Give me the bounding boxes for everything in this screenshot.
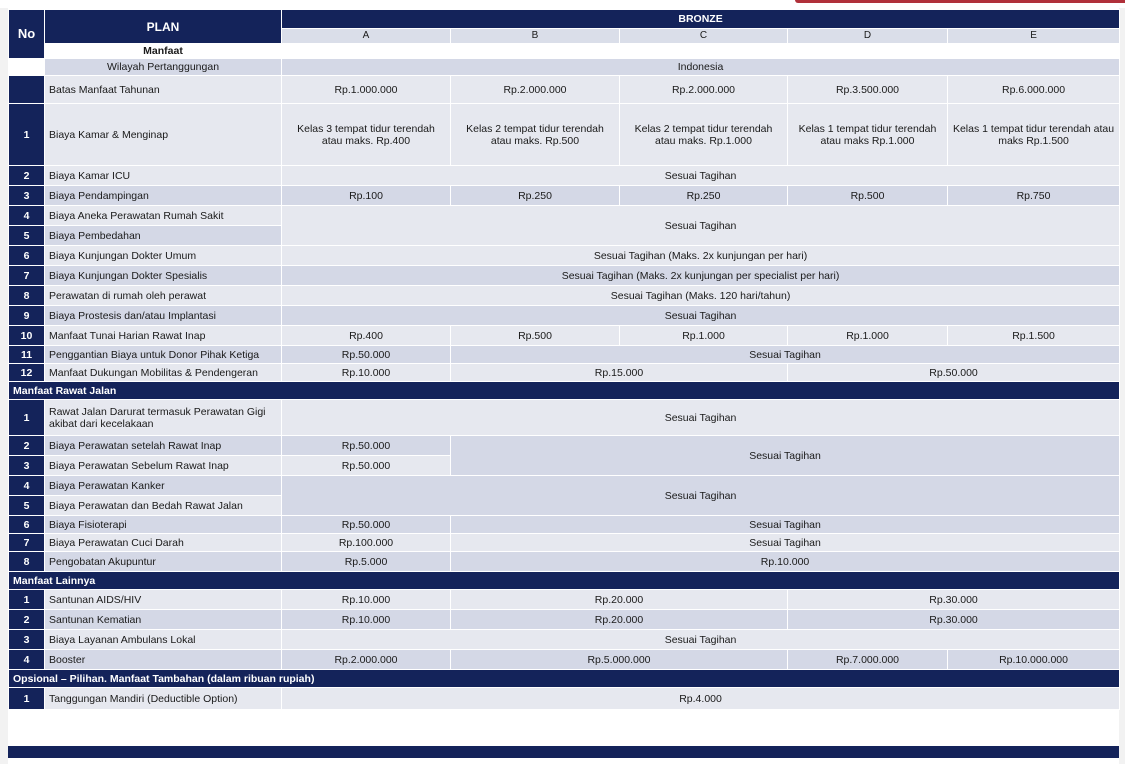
- cell-value: Rp.5.000: [282, 552, 451, 572]
- cell-value: Rp.20.000: [451, 590, 788, 610]
- section-rawat-jalan: Manfaat Rawat Jalan: [9, 382, 1120, 400]
- cell-value: Sesuai Tagihan: [451, 346, 1120, 364]
- row-no: 11: [9, 346, 45, 364]
- cell-value: Rp.5.000.000: [451, 650, 788, 670]
- row-label: Biaya Prostesis dan/atau Implantasi: [45, 306, 282, 326]
- benefit-table: [8, 9, 1120, 710]
- row-no: 9: [9, 306, 45, 326]
- row-label: Biaya Fisioterapi: [45, 516, 282, 534]
- cell-value: Kelas 3 tempat tidur terendah atau maks. Rp.400: [282, 104, 451, 166]
- row-no: [9, 76, 45, 104]
- row-no: 12: [9, 364, 45, 382]
- cell-value: Rp.30.000: [788, 590, 1120, 610]
- row-no: 3: [9, 630, 45, 650]
- row-label: Santunan Kematian: [45, 610, 282, 630]
- row-label: Biaya Perawatan setelah Rawat Inap: [45, 436, 282, 456]
- row-label: Biaya Aneka Perawatan Rumah Sakit: [45, 206, 282, 226]
- cell-value: Kelas 2 tempat tidur terendah atau maks. Rp.1.000: [620, 104, 788, 166]
- row-no: 5: [9, 496, 45, 516]
- cell-value: Rp.250: [620, 186, 788, 206]
- footer-bar: [8, 746, 1119, 758]
- row-label: Biaya Pembedahan: [45, 226, 282, 246]
- row-label: Manfaat Tunai Harian Rawat Inap: [45, 326, 282, 346]
- row-no: 1: [9, 104, 45, 166]
- top-bar: [0, 0, 1125, 8]
- cell-value: Sesuai Tagihan: [282, 206, 1120, 246]
- cell-value: Sesuai Tagihan: [451, 534, 1120, 552]
- cell-value: Sesuai Tagihan: [282, 166, 1120, 186]
- row-no: 4: [9, 206, 45, 226]
- row-label: Penggantian Biaya untuk Donor Pihak Ketiga: [45, 346, 282, 364]
- row-label: Rawat Jalan Darurat termasuk Perawatan Gigi akibat dari kecelakaan: [45, 400, 282, 436]
- wilayah-label: Wilayah Pertanggungan: [45, 59, 282, 76]
- cell-value: Rp.1.000: [620, 326, 788, 346]
- row-label: Biaya Pendampingan: [45, 186, 282, 206]
- cell-value: Rp.50.000: [282, 436, 451, 456]
- row-no: 7: [9, 266, 45, 286]
- cell-value: Rp.50.000: [282, 516, 451, 534]
- cell-value: Rp.4.000: [282, 688, 1120, 710]
- row-label: Biaya Perawatan Kanker: [45, 476, 282, 496]
- cell-value: Rp.400: [282, 326, 451, 346]
- row-label: Batas Manfaat Tahunan: [45, 76, 282, 104]
- cell-value: Kelas 1 tempat tidur terendah atau maks Rp.1.000: [788, 104, 948, 166]
- cell-value: Rp.250: [451, 186, 620, 206]
- cell-value: Sesuai Tagihan: [282, 306, 1120, 326]
- cell-value: Rp.50.000: [788, 364, 1120, 382]
- row-no: 2: [9, 436, 45, 456]
- row-no: 1: [9, 590, 45, 610]
- row-no: 4: [9, 650, 45, 670]
- row-label: Booster: [45, 650, 282, 670]
- row-no: 2: [9, 610, 45, 630]
- row-no: 1: [9, 400, 45, 436]
- section-manfaat-lainnya: Manfaat Lainnya: [9, 572, 1120, 590]
- row-no: 4: [9, 476, 45, 496]
- cell-value: Rp.50.000: [282, 456, 451, 476]
- col-header-a: A: [282, 29, 451, 44]
- cell-value: Rp.20.000: [451, 610, 788, 630]
- cell-value: Rp.10.000: [451, 552, 1120, 572]
- cell-value: Rp.1.500: [948, 326, 1120, 346]
- cell-value: Rp.1.000: [788, 326, 948, 346]
- col-header-b: B: [451, 29, 620, 44]
- top-accent-line: [795, 0, 1125, 3]
- row-label: Biaya Perawatan Sebelum Rawat Inap: [45, 456, 282, 476]
- cell-value: Sesuai Tagihan: [282, 630, 1120, 650]
- row-no: 3: [9, 186, 45, 206]
- cell-value: Kelas 2 tempat tidur terendah atau maks. Rp.500: [451, 104, 620, 166]
- row-no: 8: [9, 552, 45, 572]
- row-no: 7: [9, 534, 45, 552]
- row-no: 6: [9, 246, 45, 266]
- header-spacer: [282, 44, 1120, 59]
- col-header-e: E: [948, 29, 1120, 44]
- cell-value: Rp.2.000.000: [451, 76, 620, 104]
- cell-value: Rp.1.000.000: [282, 76, 451, 104]
- cell-value: Sesuai Tagihan: [451, 436, 1120, 476]
- header-manfaat: Manfaat: [45, 44, 282, 59]
- cell-value: Rp.750: [948, 186, 1120, 206]
- row-label: Biaya Kamar ICU: [45, 166, 282, 186]
- cell-value: Rp.500: [451, 326, 620, 346]
- row-label: Biaya Kamar & Menginap: [45, 104, 282, 166]
- row-label: Biaya Kunjungan Dokter Umum: [45, 246, 282, 266]
- cell-value: Rp.7.000.000: [788, 650, 948, 670]
- row-no: 3: [9, 456, 45, 476]
- cell-value: Sesuai Tagihan: [451, 516, 1120, 534]
- row-label: Santunan AIDS/HIV: [45, 590, 282, 610]
- row-no: 8: [9, 286, 45, 306]
- header-bronze: BRONZE: [282, 10, 1120, 29]
- row-label: Tanggungan Mandiri (Deductible Option): [45, 688, 282, 710]
- cell-value: Rp.100: [282, 186, 451, 206]
- cell-value: Sesuai Tagihan: [282, 400, 1120, 436]
- section-opsional: Opsional – Pilihan. Manfaat Tambahan (dalam ribuan rupiah): [9, 670, 1120, 688]
- wilayah-value: Indonesia: [282, 59, 1120, 76]
- cell-value: Rp.2.000.000: [282, 650, 451, 670]
- header-no: No: [9, 10, 45, 59]
- cell-value: Rp.15.000: [451, 364, 788, 382]
- row-label: Perawatan di rumah oleh perawat: [45, 286, 282, 306]
- col-header-c: C: [620, 29, 788, 44]
- row-no: 2: [9, 166, 45, 186]
- cell-value: Rp.100.000: [282, 534, 451, 552]
- cell-value: Kelas 1 tempat tidur terendah atau maks Rp.1.500: [948, 104, 1120, 166]
- row-no: 5: [9, 226, 45, 246]
- row-label: Manfaat Dukungan Mobilitas & Pendengeran: [45, 364, 282, 382]
- benefit-table-page: [8, 8, 1119, 764]
- cell-value: Rp.10.000.000: [948, 650, 1120, 670]
- cell-value: Rp.10.000: [282, 364, 451, 382]
- cell-value: Sesuai Tagihan (Maks. 2x kunjungan per specialist per hari): [282, 266, 1120, 286]
- cell-value: Rp.10.000: [282, 590, 451, 610]
- row-label: Biaya Layanan Ambulans Lokal: [45, 630, 282, 650]
- cell-value: Rp.10.000: [282, 610, 451, 630]
- col-header-d: D: [788, 29, 948, 44]
- row-label: Pengobatan Akupuntur: [45, 552, 282, 572]
- cell-value: Rp.500: [788, 186, 948, 206]
- row-label: Biaya Kunjungan Dokter Spesialis: [45, 266, 282, 286]
- cell-value: Rp.50.000: [282, 346, 451, 364]
- row-label: Biaya Perawatan Cuci Darah: [45, 534, 282, 552]
- cell-value: Rp.6.000.000: [948, 76, 1120, 104]
- row-no: 10: [9, 326, 45, 346]
- cell-value: Sesuai Tagihan: [282, 476, 1120, 516]
- cell-value: Rp.3.500.000: [788, 76, 948, 104]
- cell-value: Rp.2.000.000: [620, 76, 788, 104]
- row-no: [9, 59, 45, 76]
- row-no: 6: [9, 516, 45, 534]
- row-no: 1: [9, 688, 45, 710]
- cell-value: Sesuai Tagihan (Maks. 2x kunjungan per hari): [282, 246, 1120, 266]
- header-plan: PLAN: [45, 10, 282, 44]
- cell-value: Sesuai Tagihan (Maks. 120 hari/tahun): [282, 286, 1120, 306]
- row-label: Biaya Perawatan dan Bedah Rawat Jalan: [45, 496, 282, 516]
- cell-value: Rp.30.000: [788, 610, 1120, 630]
